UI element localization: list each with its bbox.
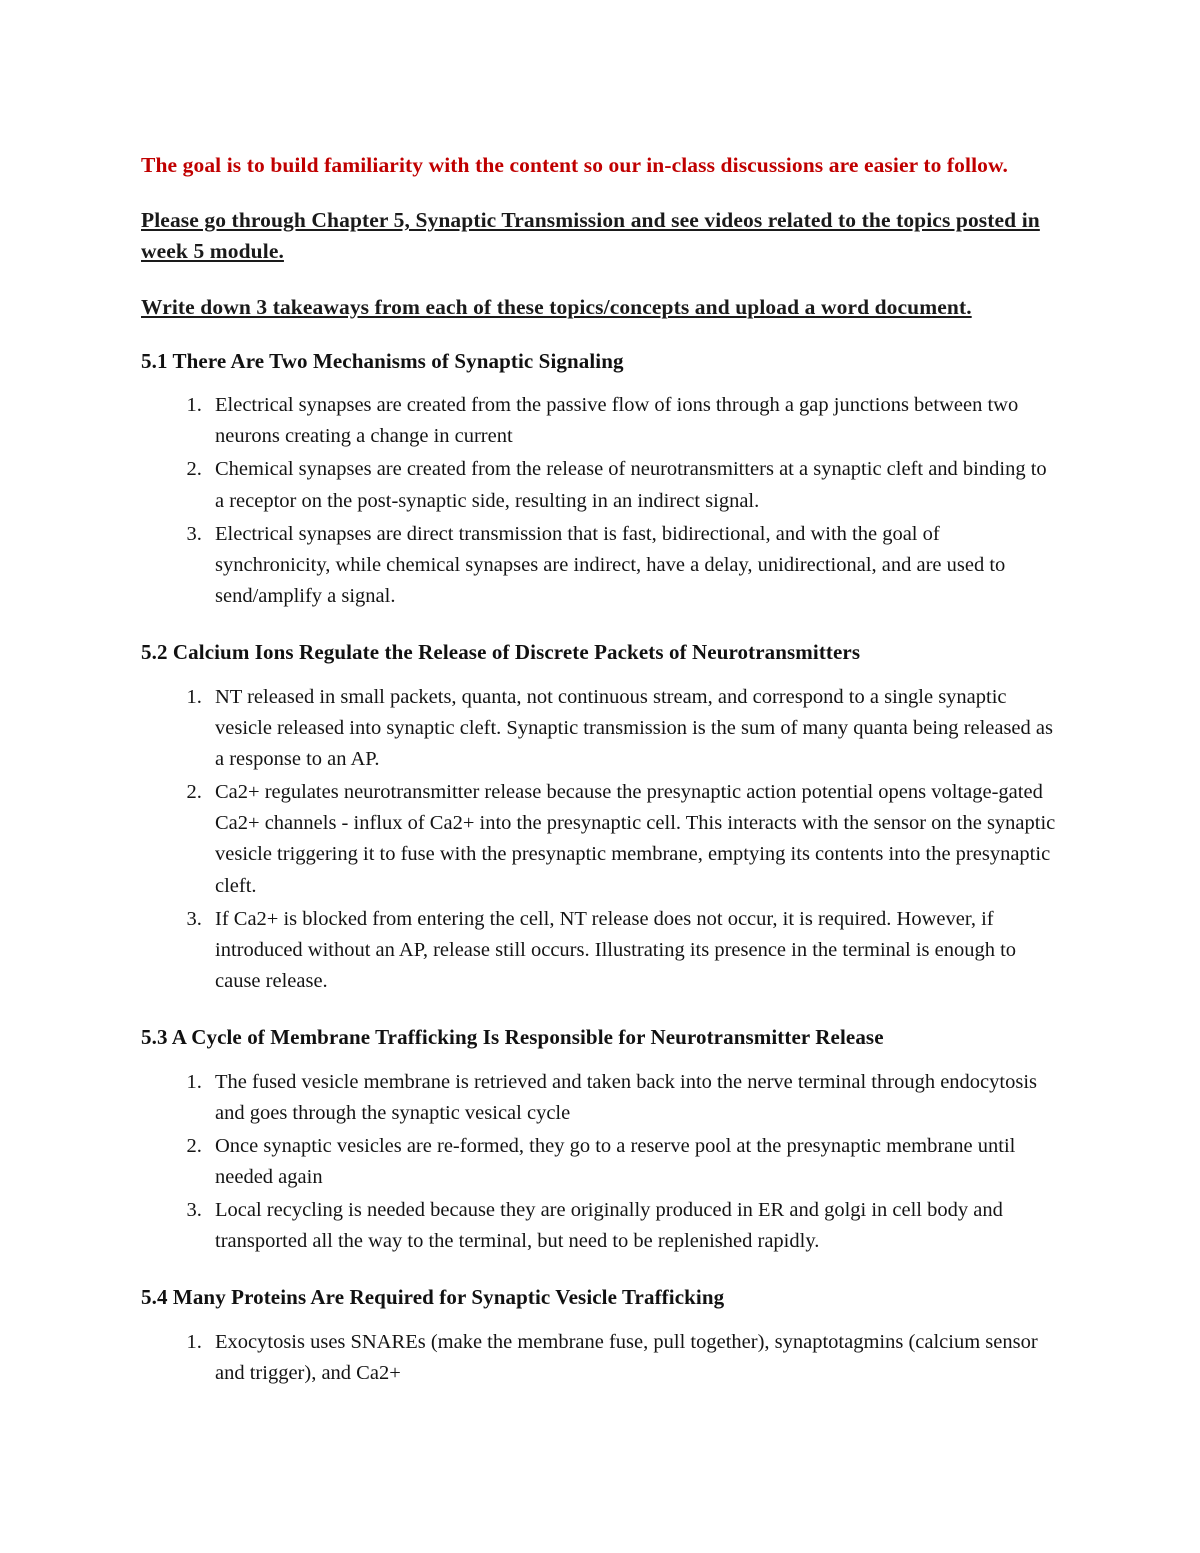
list-item: 1. Electrical synapses are created from the passive flow of ions through a gap junctions between two neurons creating a change in current: [207, 390, 1060, 452]
list-item: 2. Ca2+ regulates neurotransmitter release because the presynaptic action potential opens voltage-gated Ca2+ channels - influx of Ca2+ into the presynaptic cell. This interacts with the sensor on the synaptic vesicle triggering it to fuse with the presynaptic membrane, emptying its contents into the presynaptic cleft.: [207, 777, 1060, 902]
section-heading: 5.1 There Are Two Mechanisms of Synaptic Signaling: [141, 348, 624, 373]
instruction-takeaways: Write down 3 takeaways from each of these topics/concepts and upload a word document.: [141, 294, 972, 319]
list-item: 2. Chemical synapses are created from the release of neurotransmitters at a synaptic cleft and binding to a receptor on the post-synaptic side, resulting in an indirect signal.: [207, 454, 1060, 516]
section-5-4: [141, 1283, 1060, 1389]
takeaway-list: [141, 1327, 1060, 1389]
intro-note: The goal is to build familiarity with the content so our in-class discussions are easier to follow.: [141, 153, 1008, 177]
list-item: 1. Exocytosis uses SNAREs (make the membrane fuse, pull together), synaptotagmins (calcium sensor and trigger), and Ca2+: [207, 1327, 1060, 1389]
list-item: 3. Local recycling is needed because they are originally produced in ER and golgi in cell body and transported all the way to the terminal, but need to be replenished rapidly.: [207, 1195, 1060, 1257]
list-item: 2. Once synaptic vesicles are re-formed, they go to a reserve pool at the presynaptic membrane until needed again: [207, 1131, 1060, 1193]
takeaway-list: [141, 1067, 1060, 1258]
takeaway-list: [141, 390, 1060, 612]
list-item: 1. The fused vesicle membrane is retrieved and taken back into the nerve terminal through endocytosis and goes through the synaptic vesical cycle: [207, 1067, 1060, 1129]
list-item: 1. NT released in small packets, quanta, not continuous stream, and correspond to a single synaptic vesicle released into synaptic cleft. Synaptic transmission is the sum of many quanta being released as a response to an AP.: [207, 682, 1060, 775]
list-item: 3. Electrical synapses are direct transmission that is fast, bidirectional, and with the goal of synchronicity, while chemical synapses are indirect, have a delay, unidirectional, and are used to send/amplify a signal.: [207, 519, 1060, 612]
list-item: 3. If Ca2+ is blocked from entering the cell, NT release does not occur, it is required. However, if introduced without an AP, release still occurs. Illustrating its presence in the terminal is enough to cause release.: [207, 904, 1060, 997]
takeaway-list: [141, 682, 1060, 998]
section-5-3: [141, 1023, 1060, 1257]
instruction-chapter-reading: Please go through Chapter 5, Synaptic Transmission and see videos related to the topics posted in week 5 module.: [141, 208, 1040, 264]
section-heading: 5.3 A Cycle of Membrane Trafficking Is Responsible for Neurotransmitter Release: [141, 1025, 884, 1050]
section-5-1: [141, 347, 1060, 612]
section-heading: 5.2 Calcium Ions Regulate the Release of Discrete Packets of Neurotransmitters: [141, 640, 861, 665]
section-heading: 5.4 Many Proteins Are Required for Synaptic Vesicle Trafficking: [141, 1285, 725, 1310]
section-5-2: [141, 638, 1060, 997]
